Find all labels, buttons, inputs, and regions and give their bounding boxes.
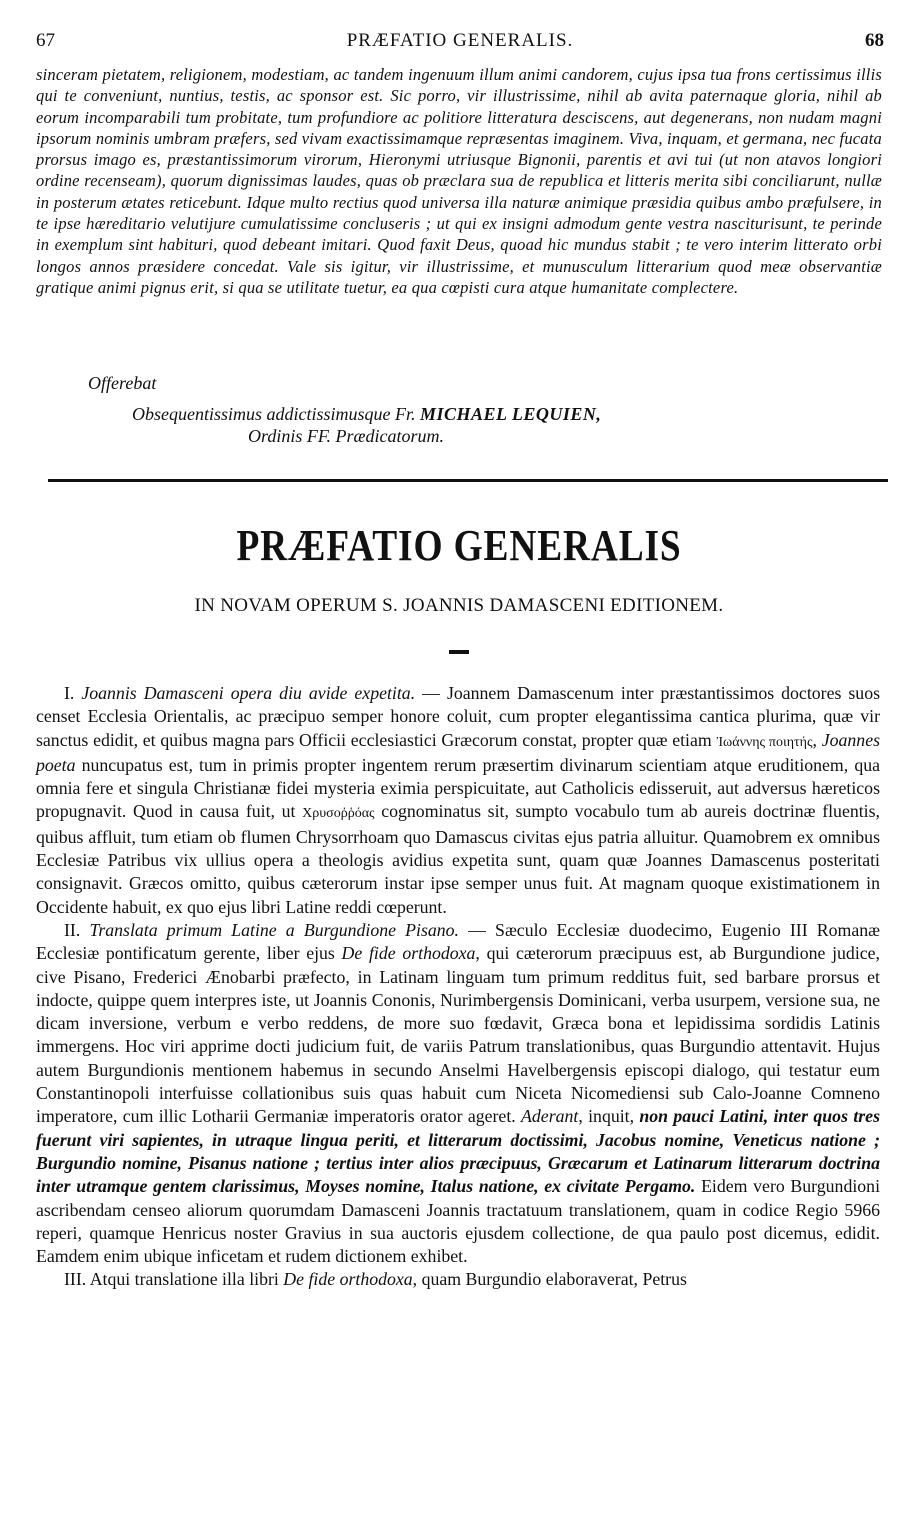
italic-text: De fide orthodoxa [283,1269,413,1290]
section-text: , qui cæterorum præcipuus est, ab Burgundione judice, cive Pisano, Frederici Ænobarbi præfecto, in Latinam linguam tum primum redditus fuit, sed barbare prorsus et indocte, quippe quem interpres iste, ut Joannis Cononis, Nurimbergensis Dominicani, verba usurpem, versione sua, ne dicam inversione, verbum e verbo reddens, de more suo fœdavit, Græca bona et lepidissima sordidis Latinis immergens. Hoc viri apprime docti judicium fuit, de variis Patrum translationibus, quas Burgundio attentavit. Hujus autem Burgundionis mentionem habemus in secundo Anselmi Havelbergensis episcopi dialogo, qui testatur eum Constantinopoli interfuisse collationibus suis quas habuit cum Niceta Nicomediensi sub Calo-Joanne Comneno imperatore, cum illic Lotharii Germaniæ imperatoris orator ageret. [36,943,880,1127]
signature-name: MICHAEL LEQUIEN, [420,404,602,424]
body-text [36,682,880,1292]
signature-prefix: Obsequentissimus addictissimusque Fr. [132,404,420,424]
section-text: , quam Burgundio elaboraverat, Petrus [412,1269,687,1290]
greek-text: Χρυσοῤῥόας [302,806,375,822]
title-dash [449,650,469,654]
running-head [36,30,884,56]
greek-text: Ἰωάννης ποιητής [716,734,813,750]
section-text: — Sæculo Ecclesiæ duodecimo, Eugenio III Romanæ Ecclesiæ pontificatum gerente, liber ejus [36,919,880,964]
section-number: III. [64,1269,90,1290]
section-number: II. [64,919,90,940]
section-divider-rule [48,479,888,482]
section-text: nuncupatus est, tum in primis propter ingentem rerum præsertim divinarum scientiam atque eruditionem, qua omnia fere et singula Christianæ fidei mysteria eximia perspicuitate, aut Catholicis edisseruit, aut adversus hæreticos propugnavit. Quod in causa fuit, ut [36,754,880,822]
page-number-right: 68 [865,30,884,51]
italic-text: De fide orthodoxa [341,943,476,964]
italic-text: Joannes poeta [36,729,881,775]
quotation-text: non pauci Latini, inter quos tres fuerunt viri sapientes, in utraque lingua periti, et litterarum doctissimi, Jacobus nomine, Veneticus natione ; Burgundio nomine, Pisanus natione ; tertius inter alios præcipuus, Græcarum et Latinarum litterarum doctrina inter utramque gentem clarissimus, Moyses nomine, Italus natione, ex civitate Pergamo. [36,1106,880,1197]
section-text: , [812,729,822,750]
section-number: I. [64,683,82,703]
subtitle: IN NOVAM OPERUM S. JOANNIS DAMASCENI EDITIONEM. [194,595,724,616]
dedication-text [36,64,882,298]
section-text: Atqui translatione illa libri [89,1269,284,1290]
section-text: Eidem vero Burgundioni ascribendam censeo aliorum quorumdam Damasceni Joannis tractatuum translationem, quam in codice Regio 5966 reperi, quamque Henricus noster Gravius in sua auctoris ejusdem collectione, de qua paulo post dicemus, edidit. Eamdem enim ubique inficetam et rudem dictionem exhibet. [36,1176,881,1267]
section-paragraph-1 [36,682,880,919]
running-title: PRÆFATIO GENERALIS. [346,30,574,51]
main-title: PRÆFATIO GENERALIS [236,521,682,570]
section-title: Joannis Damasceni opera diu avide expetita. [81,683,416,703]
section-text: , inquit, [578,1106,640,1127]
offerebat-line: Offerebat [88,373,157,393]
section-title: Translata primum Latine a Burgundione Pisano. [89,919,459,940]
signature-line [132,404,601,425]
italic-text: Aderant [521,1106,579,1127]
section-paragraph-2 [36,919,880,1268]
order-line: Ordinis FF. Prædicatorum. [248,426,445,446]
section-text: — Joannem Damascenum inter præstantissimos doctores suos censet Ecclesia Orientalis, ac præcipuo semper honore coluit, cum propter elegantissima cantica plurima, quæ vir sanctus edidit, et quibus magna pars Officii ecclesiastici Græcorum constat, propter quæ etiam [36,683,881,750]
dedication-paragraph: sinceram pietatem, religionem, modestiam, ac tandem ingenuum illum animi candorem, cujus ipsa tua frons certissimus illis qui te conveniunt, nuntius, testis, ac sponsor est. Sic porro, vir illustrissime, nihil ab avita paternaque gloria, nihil ab eorum incomparabili tum probitate, tum profundiore ac politiore litteratura desciscens, aut degenerans, non nudam magni ipsorum nominis umbram præfers, sed vivam exactissimamque repræsentas imaginem. Viva, inquam, et germana, nec fucata prorsus imago es, præstantissimorum virorum, Hieronymi utriusque Bignonii, parentis et avi tui (ut non atavos longiori ordine recenseam), quorum dignissimas laudes, quas ob præclara sua de republica et litteris merita sibi conciliarunt, nullæ in posterum ætates reticebunt. Idque multo rectius quod universa illa naturæ animique præsidia quibus ambo præfulsere, in te ipse hæreditario velutijure cumulatissime concluseris ; ut qui ex insigni admodum gente vestra nasciturisunt, te perinde in exemplum sint habituri, quod debeant imitari. Quod faxit Deus, quoad hic mundus stabit ; te vero interim litterato orbi longos annos præsidere concedat. Vale sis igitur, vir illustrissime, et munusculum litterarium quod meæ observantiæ gratique animi pignus erit, si qua se utilitate tuetur, ea qua cœpisti cura atque humanitate complectere. [36,65,882,297]
section-text: cognominatus sit, sumpto vocabulo tum ab aureis doctrinæ fluentis, quibus affluit, tum etiam ob flumen Chrysorrhoam quo Damascus civitas ejus patria alluitur. Quamobrem ex omnibus Ecclesiæ Patribus vix ullius opera a theologis avidius expetita sunt, quam quæ Joannes Damascenus posteritati consignavit. Græcos omitto, quibus cæterorum instar ipse semper unus fuit. At magnam quoque existimationem in Occidente habuit, ex quo ejus libri Latine reddi cœperunt. [36,801,880,917]
page-number-left: 67 [36,30,55,51]
section-paragraph-3 [36,1268,880,1291]
